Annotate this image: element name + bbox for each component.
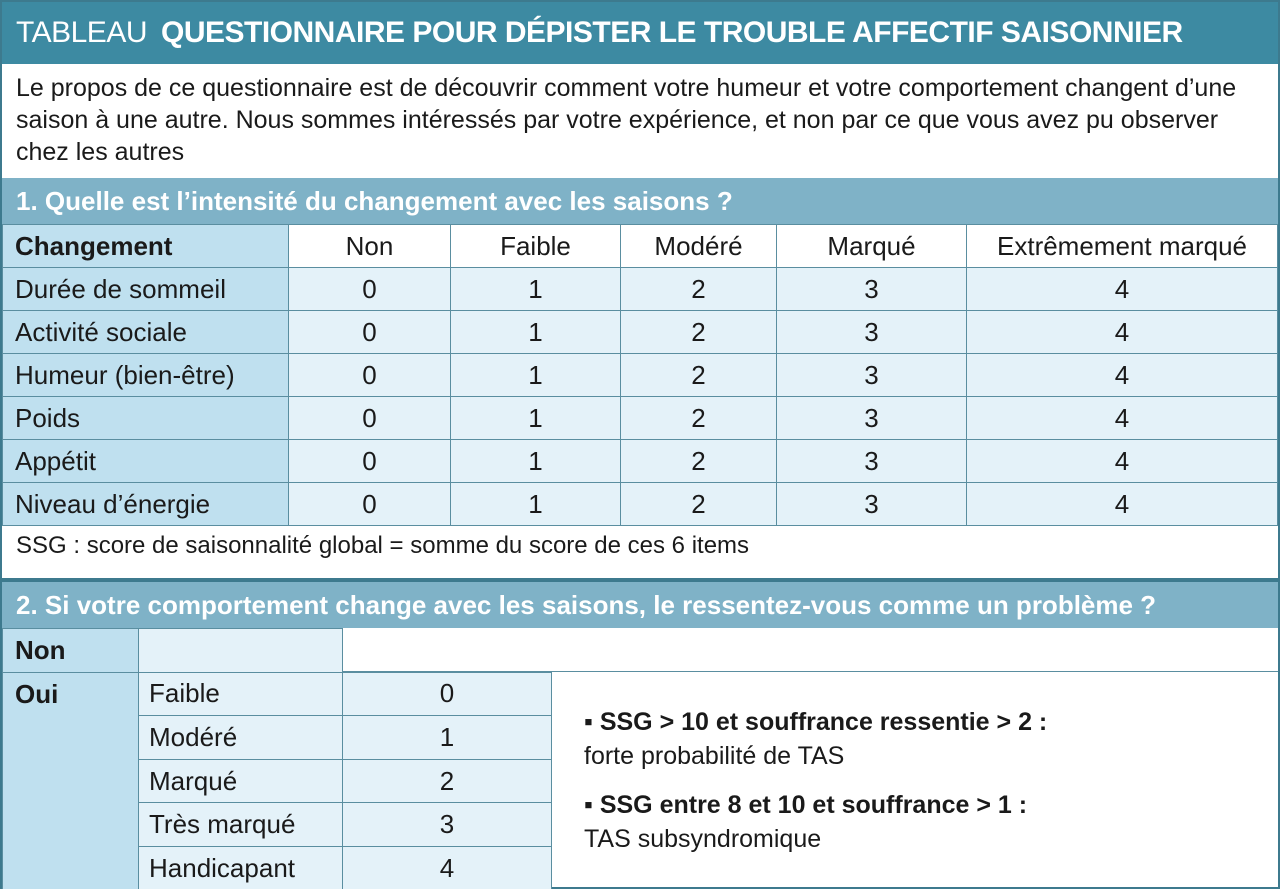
table-row [3,629,552,673]
section1-heading: 1. Quelle est l’intensité du changement avec les saisons ? [2,178,1278,224]
row-label: Appétit [3,440,289,483]
score-cell: 4 [967,268,1278,311]
score-cell: 1 [451,311,621,354]
score-cell: 3 [777,397,967,440]
table-row [3,397,1278,440]
table-header-row [3,225,1278,268]
score-cell: 1 [451,483,621,526]
score-cell: 0 [289,311,451,354]
score-cell: 1 [451,440,621,483]
table-row [3,354,1278,397]
problem-table [2,628,552,889]
level-score: 1 [343,716,552,760]
score-cell: 0 [289,397,451,440]
ssg-note: SSG : score de saisonnalité global = somme du score de ces 6 items [16,532,750,559]
score-cell: 4 [967,397,1278,440]
score-cell: 3 [777,268,967,311]
blank-cell [139,629,343,673]
criterion-condition: SSG > 10 et souffrance ressentie > 2 : [599,708,1048,736]
table-row [3,483,1278,526]
score-cell: 1 [451,354,621,397]
level-label: Modéré [139,716,343,760]
score-cell: 3 [777,483,967,526]
table-row [3,440,1278,483]
bullet-icon: ▪ [584,708,593,736]
criterion-condition: SSG entre 8 et 10 et souffrance > 1 : [599,791,1028,819]
title-tag: TABLEAU [16,16,147,49]
column-header: Marqué [777,225,967,268]
answer-label-oui: Oui [3,672,139,889]
score-cell: 0 [289,440,451,483]
criterion-result: TAS subsyndromique [584,825,822,853]
level-score: 4 [343,846,552,889]
column-header: Faible [451,225,621,268]
column-header: Changement [3,225,289,268]
row-label: Niveau d’énergie [3,483,289,526]
score-cell: 1 [451,268,621,311]
level-label: Handicapant [139,846,343,889]
bullet-icon: ▪ [584,791,593,819]
table-row [3,672,552,716]
row-label: Humeur (bien-être) [3,354,289,397]
score-cell: 3 [777,440,967,483]
score-cell: 2 [621,311,777,354]
row-label: Activité sociale [3,311,289,354]
table-row [3,311,1278,354]
level-score: 2 [343,759,552,803]
page-title: QUESTIONNAIRE POUR DÉPISTER LE TROUBLE AFFECTIF SAISONNIER [161,16,1183,49]
column-header: Modéré [621,225,777,268]
column-header: Non [289,225,451,268]
score-cell: 2 [621,354,777,397]
criterion-high-probability [584,705,1047,773]
score-cell: 1 [451,397,621,440]
score-cell: 2 [621,440,777,483]
column-header: Extrêmement marqué [967,225,1278,268]
score-cell: 2 [621,397,777,440]
score-cell: 4 [967,311,1278,354]
score-cell: 4 [967,483,1278,526]
score-cell: 4 [967,440,1278,483]
intensity-table [2,224,1278,526]
level-score: 3 [343,803,552,847]
row-label: Poids [3,397,289,440]
table-title-bar [2,2,1278,64]
intro-paragraph: Le propos de ce questionnaire est de découvrir comment votre humeur et votre comportement changent d’une saison à une autre. Nous sommes intéressés par votre expérience, et non par ce que vous avez pu observer chez les autres [16,74,1237,166]
score-cell: 2 [621,268,777,311]
row-label: Durée de sommeil [3,268,289,311]
criterion-subsyndromal [584,788,1027,856]
score-cell: 3 [777,311,967,354]
table-row [3,268,1278,311]
score-cell: 0 [289,483,451,526]
level-score: 0 [343,672,552,716]
level-label: Marqué [139,759,343,803]
section2-heading: 2. Si votre comportement change avec les saisons, le ressentez-vous comme un problème ? [2,582,1278,628]
score-cell: 2 [621,483,777,526]
answer-label-non: Non [3,629,139,673]
level-label: Très marqué [139,803,343,847]
level-label: Faible [139,672,343,716]
score-cell: 4 [967,354,1278,397]
score-cell: 3 [777,354,967,397]
criterion-result: forte probabilité de TAS [584,742,845,770]
score-cell: 0 [289,354,451,397]
score-cell: 0 [289,268,451,311]
